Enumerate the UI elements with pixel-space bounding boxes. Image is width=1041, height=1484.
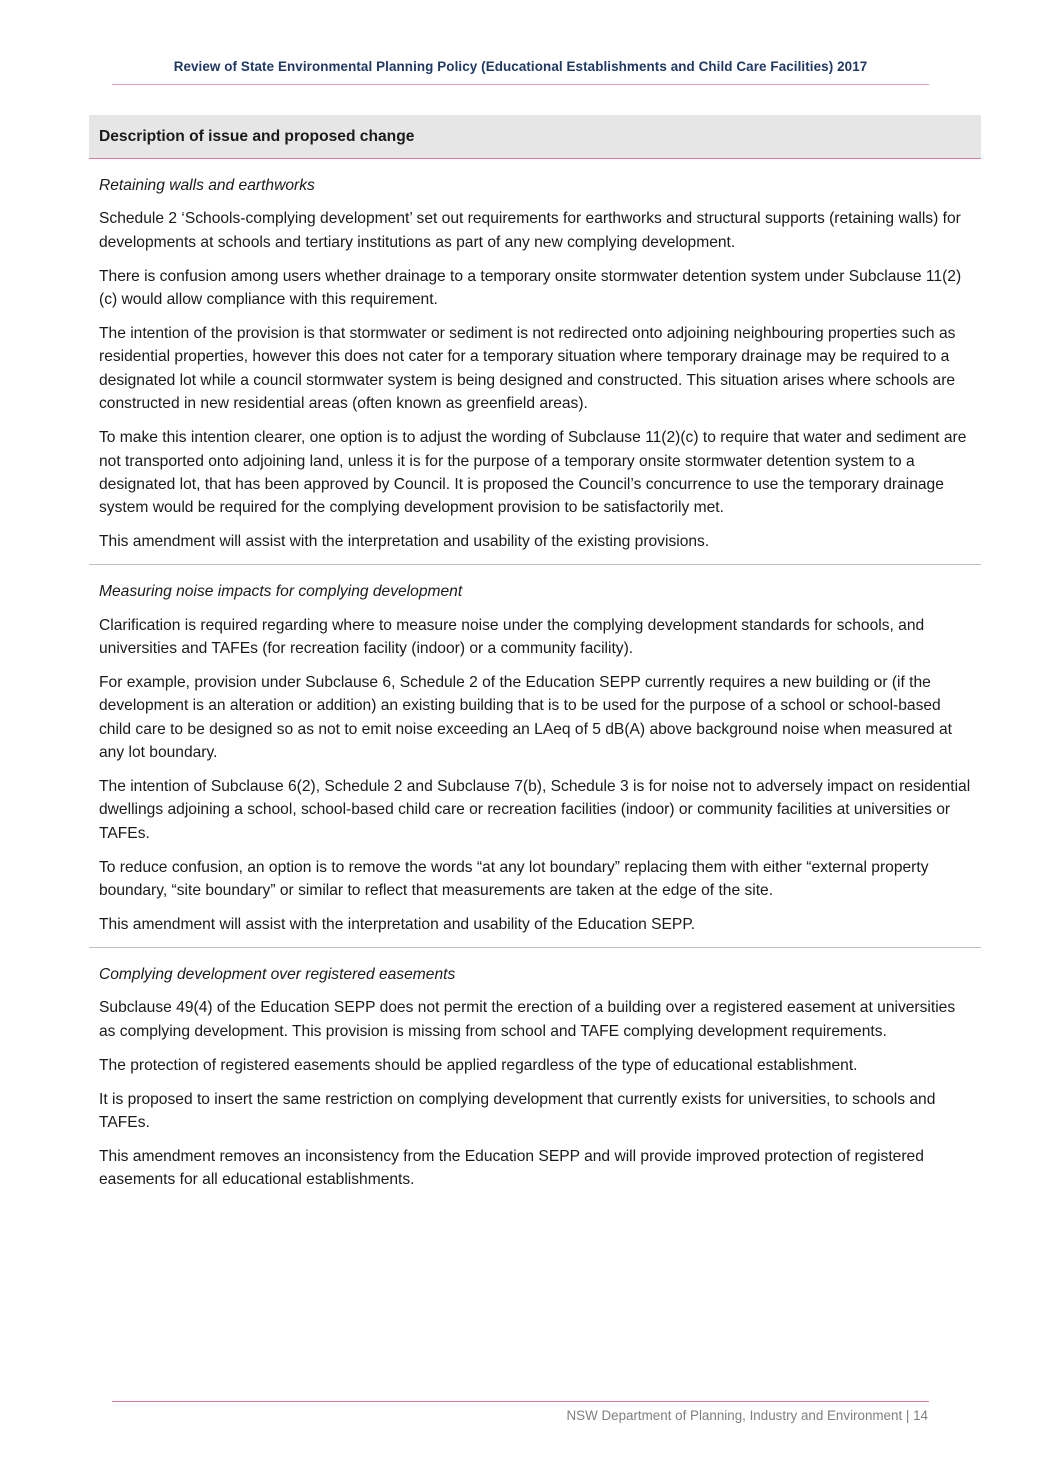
paragraph: Schedule 2 ‘Schools-complying development’ set out requirements for earthworks and structural supports (retaining walls) for developments at schools and tertiary institutions as part of any new complying development.: [99, 210, 961, 251]
section-registered-easements: [89, 948, 981, 1192]
paragraph: Clarification is required regarding where to measure noise under the complying development standards for schools, and universities and TAFEs (for recreation facility (indoor) or a community facility).: [99, 616, 925, 657]
footer-divider: [112, 1401, 929, 1402]
page-header: [112, 59, 929, 74]
table-header: [89, 115, 981, 159]
paragraph: This amendment removes an inconsistency from the Education SEPP and will provide improved protection of registered easements for all educational establishments.: [99, 1147, 924, 1189]
paragraph: Subclause 49(4) of the Education SEPP does not permit the erection of a building over a registered easement at universities as complying development. This provision is missing from school and TAFE complying development requirements.: [99, 999, 956, 1040]
section-title: Measuring noise impacts for complying development: [99, 583, 463, 601]
paragraph: This amendment will assist with the interpretation and usability of the Education SEPP.: [99, 916, 696, 934]
paragraph: There is confusion among users whether drainage to a temporary onsite stormwater detention system under Subclause 11(2)(c) would allow compliance with this requirement.: [99, 267, 962, 309]
paragraph: For example, provision under Subclause 6, Schedule 2 of the Education SEPP currently requires a new building or (if the development is an alteration or addition) an existing building that is to be used for the purpose of a school or school-based child care to be designed so as not to emit noise exceeding an LAeq of 5 dB(A) above background noise when measured at any lot boundary.: [99, 673, 953, 762]
document-title: Review of State Environmental Planning Policy (Educational Establishments and Child Care Facilities) 2017: [173, 59, 868, 74]
section-title: Retaining walls and earthworks: [99, 177, 315, 194]
page-footer: NSW Department of Planning, Industry and Environment | 14: [566, 1408, 928, 1423]
table-heading: Description of issue and proposed change: [99, 127, 415, 145]
section-title: Complying development over registered easements: [99, 965, 456, 983]
description-table: [89, 115, 981, 1202]
section-retaining-walls: [89, 159, 981, 565]
paragraph: The intention of Subclause 6(2), Schedule 2 and Subclause 7(b), Schedule 3 is for noise not to adversely impact on residential dwellings adjoining a school, school-based child care or recreation facilities (indoor) or community facilities at universities or TAFEs.: [99, 778, 971, 842]
section-noise-impacts: [89, 565, 981, 948]
paragraph: This amendment will assist with the interpretation and usability of the existing provisions.: [99, 533, 710, 551]
paragraph: The intention of the provision is that stormwater or sediment is not redirected onto adjoining neighbouring properties such as residential properties, however this does not cater for a temporary situation where temporary drainage may be required to a designated lot while a council stormwater system is being designed and constructed. This situation arises where schools are constructed in new residential areas (often known as greenfield areas).: [99, 325, 956, 413]
paragraph: To make this intention clearer, one option is to adjust the wording of Subclause 11(2)(c) to require that water and sediment are not transported onto adjoining land, unless it is for the purpose of a temporary onsite stormwater detention system to a designated lot, that has been approved by Council. It is proposed the Council’s concurrence to use the temporary drainage system would be required for the complying development provision to be satisfactorily met.: [99, 429, 967, 517]
paragraph: The protection of registered easements should be applied regardless of the type of educational establishment.: [99, 1056, 858, 1074]
header-divider: [112, 84, 929, 85]
paragraph: It is proposed to insert the same restriction on complying development that currently exists for universities, to schools and TAFEs.: [99, 1090, 936, 1131]
paragraph: To reduce confusion, an option is to remove the words “at any lot boundary” replacing them with either “external property boundary, “site boundary” or similar to reflect that measurements are taken at the edge of the site.: [99, 858, 929, 900]
